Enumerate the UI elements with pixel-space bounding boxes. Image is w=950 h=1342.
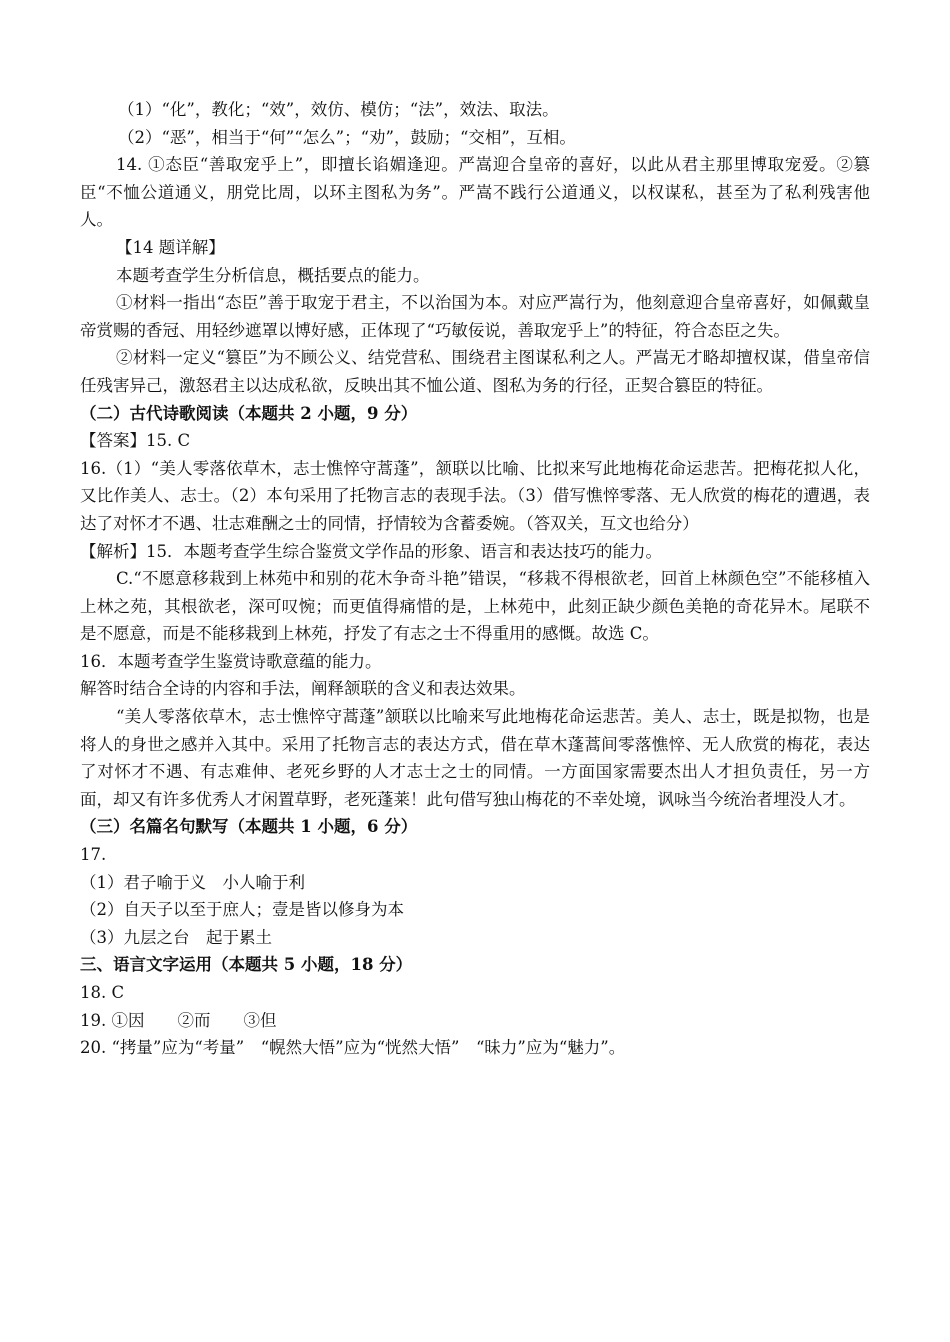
analysis-16-method: 解答时结合全诗的内容和手法，阐释颔联的含义和表达效果。 bbox=[80, 679, 526, 699]
answer-16: 16.（1）“美人零落依草木，志士憔悴守蒿蓬”，颔联以比喻、比拟来写此地梅花命运悲苦。把梅花拟人化，又比作美人、志士。（2）本句采用了托物言志的表现手法。（3）借写憔悴零落、无人欣赏的梅花的遭遇，表达了对怀才不遇、壮志难酬之士的同情，抒情较为含蓄委婉。（答双关，互文也给分） bbox=[80, 458, 870, 533]
answer-17-label: 17. bbox=[80, 845, 107, 865]
answer-15: 【答案】15. C bbox=[80, 431, 191, 451]
answer-page bbox=[80, 96, 870, 1062]
answer-13-2: （2）“恶”，相当于“何”“怎么”；“劝”，鼓励；“交相”，互相。 bbox=[118, 127, 576, 147]
answer-20: 20. “拷量”应为“考量” “幌然大悟”应为“恍然大悟” “昧力”应为“魅力”。 bbox=[80, 1038, 626, 1058]
answer-18: 18. C bbox=[80, 983, 125, 1002]
answer-13-1: （1）“化”，教化；“效”，效仿、模仿；“法”，效法、取法。 bbox=[118, 100, 559, 119]
explanation-14-point-2: ②材料一定义“篡臣”为不顾公义、结党营私、围绕君主图谋私利之人。严嵩无才略却擅权谋，借皇帝信任残害异己，激怒君主以达成私欲，反映出其不恤公道、图私为务的行径，正契合篡臣的特征。 bbox=[80, 348, 870, 395]
explanation-14-point-1: ①材料一指出“态臣”善于取宠于君主，不以治国为本。对应严嵩行为，他刻意迎合皇帝喜好，如佩戴皇帝赏赐的香冠、用轻纱遮罩以博好感，正体现了“巧敏佞说，善取宠乎上”的特征，符合态臣之失。 bbox=[80, 293, 870, 340]
analysis-15-detail: C.“不愿意移栽到上林苑中和别的花木争奇斗艳”错误，“移栽不得根欲老，回首上林颜色空”不能移植入上林之苑，其根欲老，深可叹惋；而更值得痛惜的是，上林苑中，此刻正缺少颜色美艳的奇花异木。尾联不是不愿意，而是不能移栽到上林苑，抒发了有志之士不得重用的感慨。故选 C。 bbox=[80, 569, 870, 644]
answer-17-2: （2）自天子以至于庶人；壹是皆以修身为本 bbox=[80, 900, 404, 920]
answer-19: 19. ①因 ②而 ③但 bbox=[80, 1010, 277, 1030]
answer-17-3: （3）九层之台 起于累土 bbox=[80, 927, 272, 947]
explanation-14-heading: 【14 题详解】 bbox=[116, 237, 225, 257]
answer-17-1: （1）君子喻于义 小人喻于利 bbox=[80, 872, 305, 892]
section-language-heading: 三、语言文字运用（本题共 5 小题，18 分） bbox=[80, 955, 413, 975]
answer-14: 14. ①态臣“善取宠乎上”，即擅长谄媚逢迎。严嵩迎合皇帝的喜好，以此从君主那里博取宠爱。②篡臣“不恤公道通义，朋党比周，以环主图私为务”。严嵩不践行公道通义，以权谋私，甚至为了私利残害他人。 bbox=[80, 155, 870, 230]
section-dictation-heading: （三）名篇名句默写（本题共 1 小题，6 分） bbox=[80, 817, 418, 837]
explanation-14-intro: 本题考查学生分析信息，概括要点的能力。 bbox=[116, 265, 430, 285]
analysis-15-intro: 【解析】15．本题考查学生综合鉴赏文学作品的形象、语言和表达技巧的能力。 bbox=[80, 541, 662, 561]
analysis-16-detail: “美人零落依草木，志士憔悴守蒿蓬”颔联以比喻来写此地梅花命运悲苦。美人、志士，既是拟物，也是将人的身世之感并入其中。采用了托物言志的表达方式，借在草木蓬蒿间零落憔悴、无人欣赏的梅花，表达了对怀才不遇、有志难伸、老死乡野的人才志士之士的同情。一方面国家需要杰出人才担负责任，另一方面，却又有许多优秀人才闲置草野，老死蓬莱！此句借写独山梅花的不幸处境，讽咏当今统治者埋没人才。 bbox=[80, 707, 870, 809]
section-poetry-heading: （二）古代诗歌阅读（本题共 2 小题，9 分） bbox=[80, 403, 418, 423]
analysis-16-intro: 16．本题考查学生鉴赏诗歌意蕴的能力。 bbox=[80, 651, 382, 671]
